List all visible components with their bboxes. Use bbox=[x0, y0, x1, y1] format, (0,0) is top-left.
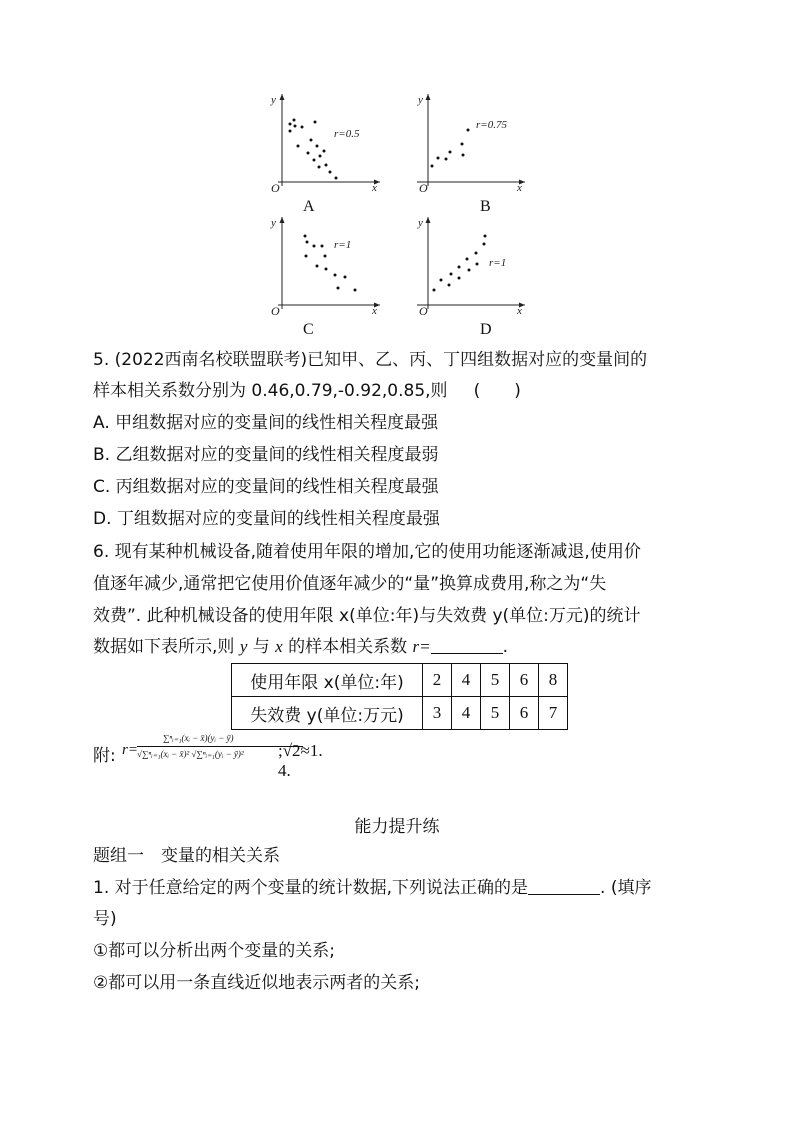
point bbox=[289, 123, 292, 126]
scatter-plot-c bbox=[268, 213, 386, 318]
origin-label: O bbox=[419, 181, 428, 195]
point bbox=[304, 235, 307, 238]
scatter-figure-c bbox=[268, 213, 386, 338]
answer-blank bbox=[528, 894, 600, 895]
table-cell: 3 bbox=[423, 697, 452, 730]
point bbox=[440, 279, 443, 282]
figure-label-a: A bbox=[303, 198, 315, 215]
r-value-label: r=1 bbox=[334, 239, 352, 251]
scatter-figure-b bbox=[413, 90, 531, 215]
point bbox=[314, 121, 317, 124]
q6-stem-line-2: 值逐年减少,通常把它使用价值逐年减少的“量”换算成费用,称之为“失 bbox=[93, 574, 607, 594]
point bbox=[483, 243, 486, 246]
data-points bbox=[289, 119, 338, 180]
x-axis-label: x bbox=[372, 182, 377, 194]
data-table bbox=[231, 663, 568, 730]
point bbox=[329, 171, 332, 174]
scatter-plot-a bbox=[268, 90, 386, 195]
group-title: 题组一 变量的相关关系 bbox=[93, 846, 280, 866]
point bbox=[467, 129, 470, 132]
point bbox=[354, 289, 357, 292]
point bbox=[323, 150, 326, 153]
point bbox=[313, 159, 316, 162]
point bbox=[484, 235, 487, 238]
point bbox=[318, 166, 321, 169]
q5-option-b: B. 乙组数据对应的变量间的线性相关程度最弱 bbox=[93, 445, 439, 465]
point bbox=[316, 265, 319, 268]
point bbox=[458, 266, 461, 269]
point bbox=[325, 268, 328, 271]
formula-tail: ;√2≈1. 4. bbox=[278, 741, 323, 780]
figure-label-b: B bbox=[480, 198, 491, 215]
formula-r: r= bbox=[122, 742, 138, 758]
q5-option-c: C. 丙组数据对应的变量间的线性相关程度最强 bbox=[93, 477, 439, 497]
point bbox=[466, 258, 469, 261]
origin-label: O bbox=[419, 304, 428, 318]
table-cell: 6 bbox=[510, 697, 539, 730]
data-points bbox=[433, 235, 487, 292]
q5-stem-line-1: 5. (2022西南名校联盟联考)已知甲、乙、丙、丁四组数据对应的变量间的 bbox=[93, 350, 648, 370]
point bbox=[310, 139, 313, 142]
point bbox=[335, 177, 338, 180]
point bbox=[307, 152, 310, 155]
point bbox=[301, 126, 304, 129]
point bbox=[431, 165, 434, 168]
scatter-plot-b bbox=[413, 90, 531, 195]
x-axis-label: x bbox=[517, 182, 522, 194]
table-cell: 4 bbox=[452, 664, 481, 697]
q5-option-d: D. 丁组数据对应的变量间的线性相关程度最强 bbox=[93, 509, 440, 529]
data-points bbox=[431, 129, 470, 168]
point bbox=[448, 284, 451, 287]
scatter-figure-d bbox=[413, 213, 531, 338]
origin-label: O bbox=[271, 181, 280, 195]
table-cell: 4 bbox=[452, 697, 481, 730]
scatter-figure-a bbox=[268, 90, 386, 215]
table-cell: 7 bbox=[539, 697, 568, 730]
point bbox=[337, 287, 340, 290]
r-value-label: r=1 bbox=[489, 257, 507, 269]
row-header: 使用年限 x(单位:年) bbox=[232, 664, 423, 697]
point bbox=[433, 289, 436, 292]
table-row bbox=[232, 697, 568, 730]
point bbox=[325, 164, 328, 167]
x-axis-label: x bbox=[372, 305, 377, 317]
point bbox=[294, 125, 297, 128]
y-axis-label: y bbox=[418, 217, 423, 229]
table-row bbox=[232, 664, 568, 697]
point bbox=[334, 274, 337, 277]
answer-paren: ( ) bbox=[473, 381, 521, 401]
q5-option-a: A. 甲组数据对应的变量间的线性相关程度最强 bbox=[93, 413, 439, 433]
table-cell: 2 bbox=[423, 664, 452, 697]
point bbox=[324, 255, 327, 258]
q6-stem-line-1: 6. 现有某种机械设备,随着使用年限的增加,它的使用功能逐渐减退,使用价 bbox=[93, 542, 641, 562]
point bbox=[305, 255, 308, 258]
note-prefix: 附: bbox=[93, 746, 116, 766]
point bbox=[468, 269, 471, 272]
point bbox=[445, 158, 448, 161]
point bbox=[462, 154, 465, 157]
r-value-label: r=0.5 bbox=[334, 128, 360, 140]
figure-label-d: D bbox=[480, 321, 492, 338]
point bbox=[450, 273, 453, 276]
row-header: 失效费 y(单位:万元) bbox=[232, 697, 423, 730]
point bbox=[297, 145, 300, 148]
formula-denominator: √∑ⁿᵢ₌₁(xᵢ − x̄)² √∑ⁿᵢ₌₁(yᵢ − ȳ)² bbox=[137, 749, 244, 759]
section-title: 能力提升练 bbox=[354, 817, 440, 837]
scatter-plot-d bbox=[413, 213, 531, 318]
q5-stem-text: 样本相关系数分别为 0.46,0.79,-0.92,0.85,则 bbox=[93, 381, 448, 401]
point bbox=[449, 151, 452, 154]
point bbox=[344, 276, 347, 279]
answer-blank bbox=[431, 653, 503, 654]
q1-stem-line-1: 1. 对于任意给定的两个变量的统计数据,下列说法正确的是 . (填序 bbox=[93, 878, 652, 898]
r-value-label: r=0.75 bbox=[476, 119, 507, 131]
y-axis-label: y bbox=[418, 94, 423, 106]
point bbox=[475, 252, 478, 255]
q1-item-1: ①都可以分析出两个变量的关系; bbox=[93, 941, 335, 961]
figure-label-c: C bbox=[303, 321, 314, 338]
point bbox=[313, 245, 316, 248]
table-cell: 5 bbox=[481, 697, 510, 730]
table-cell: 6 bbox=[510, 664, 539, 697]
point bbox=[437, 157, 440, 160]
q6-stem-line-3: 效费”. 此种机械设备的使用年限 x(单位:年)与失效费 y(单位:万元)的统计 bbox=[93, 606, 641, 626]
point bbox=[316, 145, 319, 148]
q1-item-2: ②都可以用一条直线近似地表示两者的关系; bbox=[93, 973, 420, 993]
y-axis-label: y bbox=[271, 217, 276, 229]
point bbox=[476, 263, 479, 266]
point bbox=[461, 143, 464, 146]
point bbox=[289, 130, 292, 133]
formula-numerator: ∑ⁿᵢ₌₁(xᵢ − x̄)(yᵢ − ȳ) bbox=[163, 733, 234, 743]
table-cell: 8 bbox=[539, 664, 568, 697]
point bbox=[293, 119, 296, 122]
point bbox=[321, 245, 324, 248]
table-cell: 5 bbox=[481, 664, 510, 697]
point bbox=[458, 277, 461, 280]
origin-label: O bbox=[271, 304, 280, 318]
point bbox=[319, 155, 322, 158]
q1-stem-line-2: 号) bbox=[93, 909, 117, 929]
q6-stem-line-4: 数据如下表所示,则 y 与 x 的样本相关系数 r= . bbox=[93, 637, 509, 657]
point bbox=[306, 241, 309, 244]
y-axis-label: y bbox=[271, 94, 276, 106]
x-axis-label: x bbox=[517, 305, 522, 317]
q5-stem-line-2 bbox=[93, 379, 521, 403]
